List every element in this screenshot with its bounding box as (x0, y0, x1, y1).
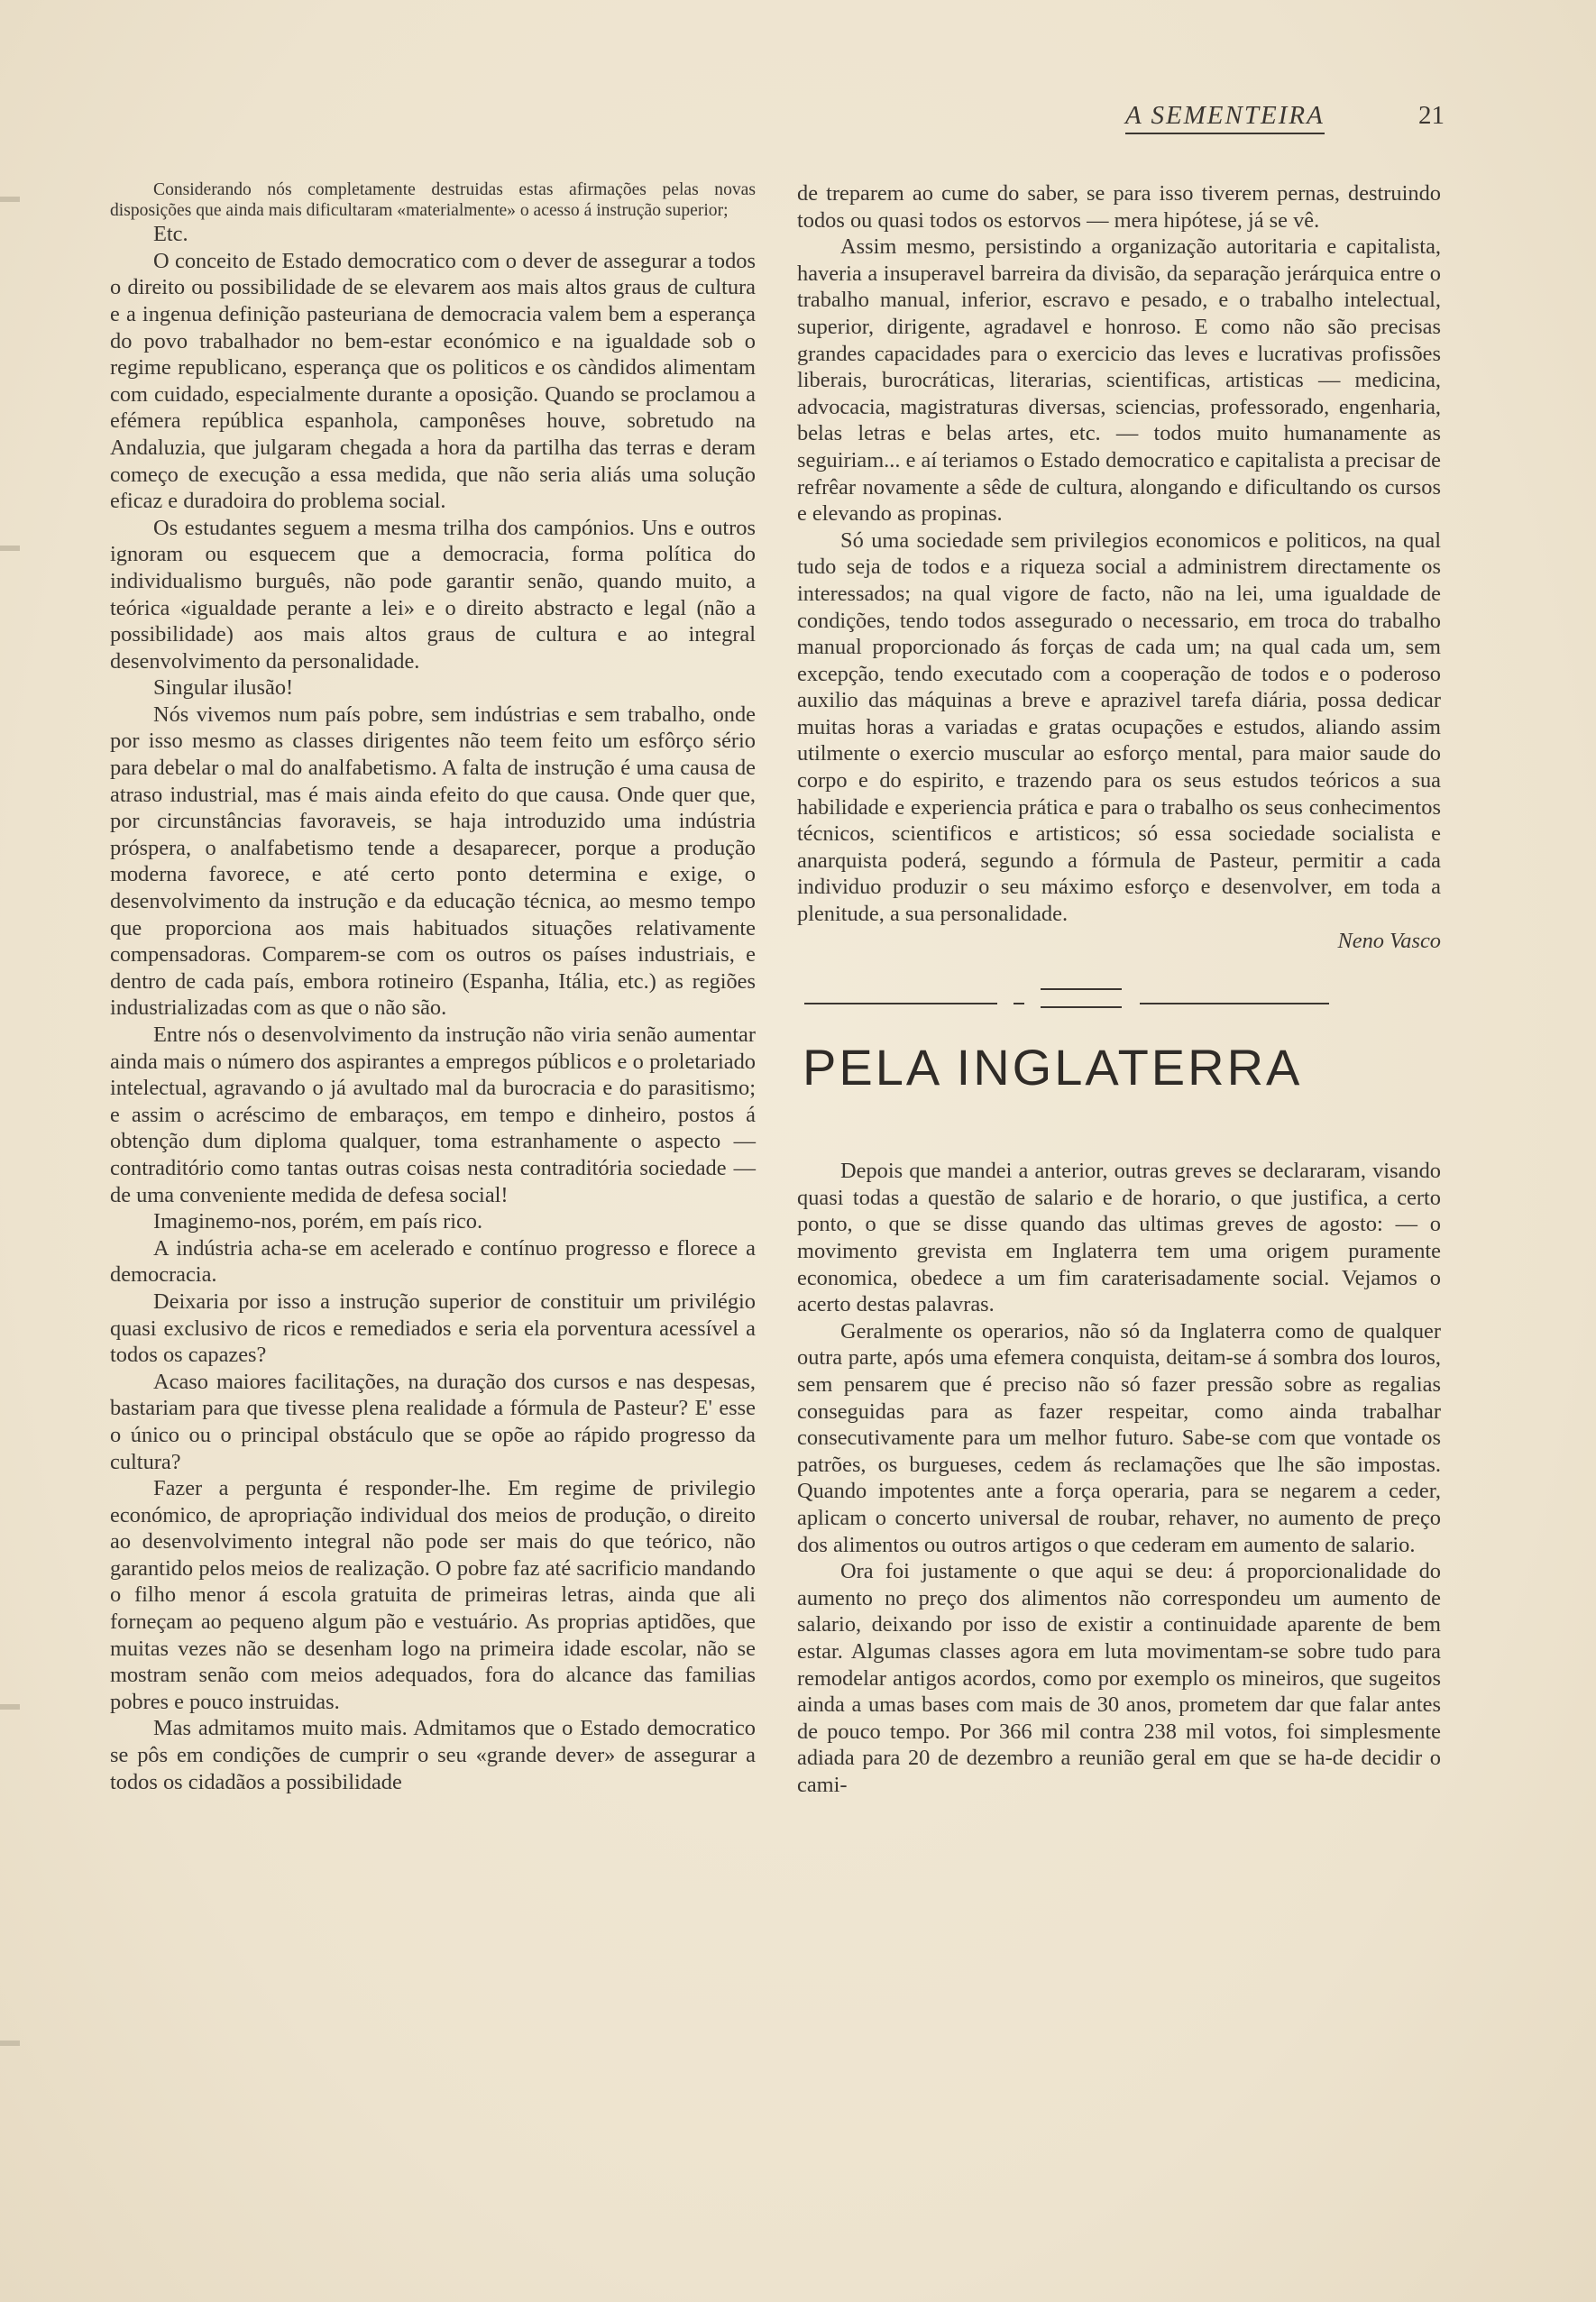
page-edge-mark (0, 546, 20, 551)
left-column (110, 180, 756, 1795)
article-headline: PELA INGLATERRA (803, 1039, 1303, 1096)
paragraph: Só uma sociedade sem privilegios economicos e politicos, na qual tudo seja de todos e a riqueza social a administrem directamente os interessados; na qual vigore de facto, não na lei, uma igualdade de condições, tendo todos assegurado o necessario, em troca do trabalho manual proporcionado ás forças de cada um; na qual cada um, sem excepção, tendo executado com a cooperação de todos e o poderoso auxilio das máquinas a breve e aprazivel tarefa diária, possa dedicar muitas horas a variadas e gratas ocupações e estudos, aliando assim utilmente o exercio muscular ao esforço mental, para maior saude do corpo e do espirito, e trazendo para os seus estudos teóricos a sua habilidade e experiencia prática e para o trabalho os seus conhecimentos técnicos, scientificos e artisticos; só essa sociedade socialista e anarquista poderá, segundo a fórmula de Pasteur, permitir a cada individuo produzir o seu máximo esforço e desenvolver, em toda a plenitude, a sua personalidade. (797, 527, 1441, 927)
paragraph: Singular ilusão! (153, 675, 294, 701)
paragraph: Entre nós o desenvolvimento da instrução não viria senão aumentar ainda mais o número dos aspirantes a empregos públicos e o proletariado intelectual, agravando o já avultado mal da burocracia e do parasitismo; e assim o acréscimo de embaraços, em tempo e dinheiro, postos á obtenção dum diploma qualquer, toma estranhamente o aspecto — contraditório como tantas outras coisas nesta contraditória sociedade — de uma conveniente medida de defesa social! (110, 1023, 756, 1207)
etc-line: Etc. (153, 222, 188, 247)
page-edge-mark (0, 2041, 20, 2046)
author-signature: Neno Vasco (1337, 928, 1441, 953)
right-column (797, 180, 1441, 1798)
paragraph: Geralmente os operarios, não só da Inglaterra como de qualquer outra parte, após uma efemera conquista, deitam-se á sombra dos louros, sem pensarem que é preciso não só fazer pressão sobre as regalias conseguidas para as fazer respeitar, como ainda trabalhar consecutivamente para um melhor futuro. Sabe-se com que vontade os patrões, os burgueses, cedem ás reclamações que lhe são impostas. Quando impotentes ante a força operaria, para se negarem a ceder, aplicam o concerto universal de roubar, rehaver, no aumento de preço dos alimentos ou outros artigos o que cederam em aumento de salario. (797, 1318, 1441, 1557)
paragraph: Assim mesmo, persistindo a organização autoritaria e capitalista, haveria a insuperavel barreira da divisão, da separação jerárquica entre o trabalho manual, inferior, escravo e pesado, e o trabalho intelectual, superior, dirigente, agradavel e honroso. E como não são precisas grandes capacidades para o exercicio das leves e lucrativas profissões liberais, burocráticas, literarias, scientificas, artisticas — medicina, advocacia, magistraturas diversas, sciencias, professorado, engenharia, belas letras e belas artes, etc. — todos muito humanamente as seguiriam... e aí teriamos o Estado democratico e capitalista a precisar de refrêar novamente a sêde de cultura, alongando e dificultando os cursos e elevando as propinas. (797, 234, 1441, 527)
publication-title: A SEMENTEIRA (1125, 101, 1325, 134)
running-header (1125, 101, 1445, 144)
paragraph: O conceito de Estado democratico com o dever de assegurar a todos o direito ou possibilidade de se elevarem aos mais altos graus de cultura e a ingenua definição pasteuriana de democracia valem bem a esperança do povo trabalhador no bem-estar económico e na igualdade sob o regime republicano, esperança que os politicos e os càndidos alimentam com cuidado, especialmente durante a oposição. Quando se proclamou a efémera república espanhola, camponêses houve, sobretudo na Andaluzia, que julgaram chegada a hora da partilha das terras e deram começo de execução a essa medida, que não seria aliás uma solução eficaz e duradoira do problema social. (110, 248, 756, 514)
intro-note: Considerando nós completamente destruidas estas afirmações pelas novas disposições que ainda mais dificultaram «materialmente» o acesso á instrução superior; (110, 180, 756, 220)
paragraph: Fazer a pergunta é responder-lhe. Em regime de privilegio económico, de apropriação individual dos meios de produção, o direito ao desenvolvimento integral não pode ser mais do que teórico, não garantido pelos meios de realização. O pobre faz até sacrificio mandando o filho menor á escola gratuita de primeiras letras, ainda que ali forneçam ao pequeno algum pão e vestuário. As proprias aptidões, que muitas vezes não se desenham logo na primeira idade escolar, não se mostram senão com meios adequados, fora do alcance das familias pobres e pouco instruidas. (110, 1476, 756, 1714)
paragraph: Deixaria por isso a instrução superior de constituir um privilégio quasi exclusivo de ricos e remediados e seria ela porventura acessível a todos os capazes? (110, 1289, 756, 1368)
section-divider (797, 981, 1441, 1026)
paragraph: Nós vivemos num país pobre, sem indústrias e sem trabalho, onde por isso mesmo as classes dirigentes não teem feito um esfôrço sério para debelar o mal do analfabetismo. A falta de instrução é uma causa de atraso industrial, mas é mais ainda efeito do que causa. Onde quer que, por circunstâncias favoraveis, se haja introduzido uma indústria próspera, o analfabetismo tende a desaparecer, porque a produção moderna favorece, e até certo ponto determina e exige, o desenvolvimento da instrução e da educação técnica, ao mesmo tempo que proporciona aos mais habituados situações relativamente compensadoras. Comparem-se com os outros os países industriais, e dentro de cada país, embora rotineiro (Espanha, Itália, etc.) as regiões industrializadas com as que o não são. (110, 702, 756, 1021)
divider-rule (1140, 1003, 1329, 1004)
divider-ornament (1041, 988, 1122, 1008)
paragraph: Ora foi justamente o que aqui se deu: á proporcionalidade do aumento no preço dos alimentos não correspondeu um aumento de salario, deixando por isso de existir a continuidade aparente de bem estar. Algumas classes agora em luta movimentam-se sobre tudo para remodelar antigos acordos, como por exemplo os mineiros, que sugeitos ainda a umas bases com mais de 30 anos, prometem dar que falar antes de pouco tempo. Por 366 mil contra 238 mil votos, foi simplesmente adiada para 20 de dezembro a reunião geral em que se ha-de decidir o cami- (797, 1559, 1441, 1797)
page-edge-mark (0, 197, 20, 202)
paragraph: Depois que mandei a anterior, outras greves se declararam, visando quasi todas a questão de salario e de horario, o que justifica, a certo ponto, o que se disse quando das ultimas greves de agosto: — o movimento grevista em Inglaterra tem uma origem puramente economica, obedece a um fim caraterisadamente social. Vejamos o acerto destas palavras. (797, 1159, 1441, 1317)
page-edge-mark (0, 1704, 20, 1710)
paragraph: Acaso maiores facilitações, na duração dos cursos e nas despesas, bastariam para que tivesse plena realidade a fórmula de Pasteur? E' esse o único ou o principal obstáculo que se opõe ao rápido progresso da cultura? (110, 1369, 756, 1474)
paragraph: de treparem ao cume do saber, se para isso tiverem pernas, destruindo todos ou quasi todos os estorvos — mera hipótese, já se vê. (797, 181, 1441, 233)
paragraph: A indústria acha-se em acelerado e contínuo progresso e florece a democracia. (110, 1235, 756, 1288)
paragraph: Mas admitamos muito mais. Admitamos que o Estado democratico se pôs em condições de cumprir o seu «grande dever» de assegurar a todos os cidadãos a possibilidade (110, 1716, 756, 1794)
divider-dash (1014, 1003, 1024, 1004)
page-number: 21 (1418, 101, 1445, 130)
paragraph: Imaginemo-nos, porém, em país rico. (153, 1209, 483, 1234)
paragraph: Os estudantes seguem a mesma trilha dos campónios. Uns e outros ignoram ou esquecem que a democracia, forma política do individualismo burguês, não pode garantir senão, quando muito, a teórica «igualdade perante a lei» e o direito abstracto e legal (não a possibilidade) aos mais altos graus de cultura e ao integral desenvolvimento da personalidade. (110, 515, 756, 674)
divider-rule (804, 1003, 997, 1004)
